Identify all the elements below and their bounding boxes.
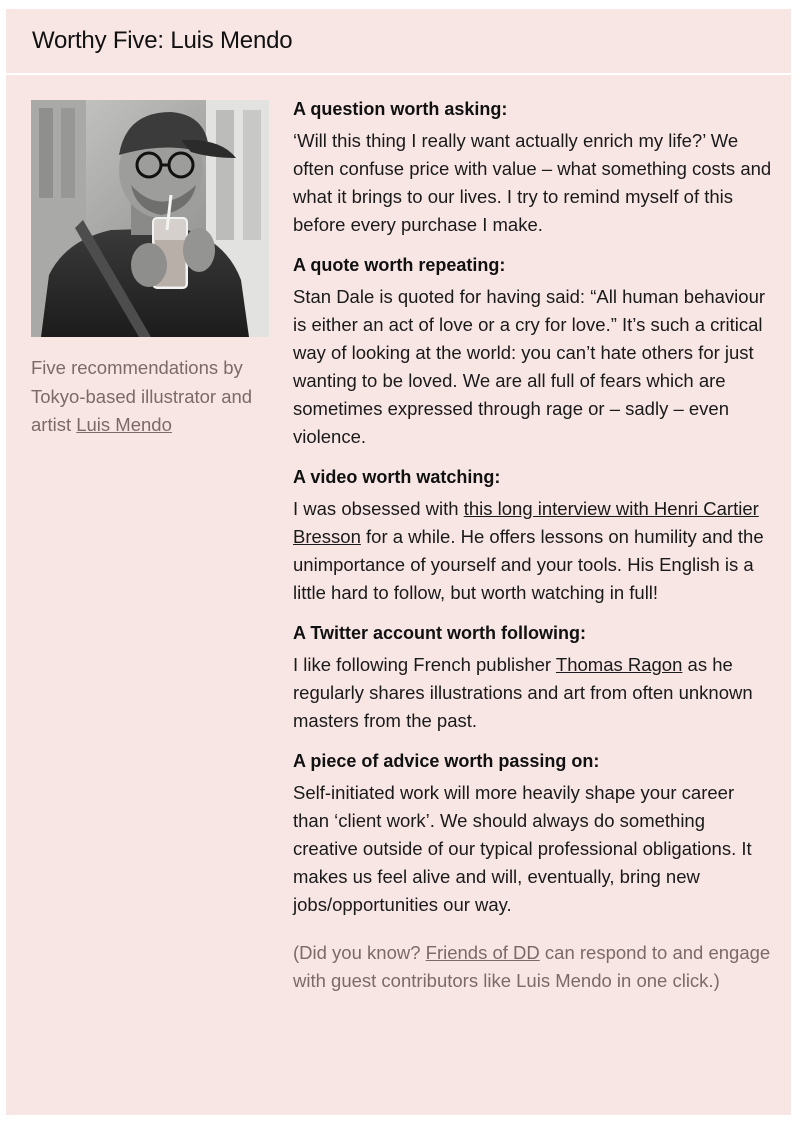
recommendation-video [293, 465, 773, 607]
interview-video-link[interactable]: this long interview with Henri Cartier Bresson [293, 498, 759, 547]
contributor-column [31, 100, 271, 440]
contributor-name-link[interactable]: Luis Mendo [76, 414, 172, 435]
section-text: Stan Dale is quoted for having said: “All human behaviour is either an act of love or a cry for love.” It’s such a critical way of looking at the world: you can’t hate others for just wanting to be loved. We are all full of fears which are sometimes expressed through rage or – sadly – even violence. [293, 286, 766, 447]
section-heading: A Twitter account worth following: [293, 623, 586, 643]
contributor-caption [31, 354, 271, 440]
friends-of-dd-link[interactable]: Friends of DD [425, 942, 540, 963]
twitter-account-link[interactable]: Thomas Ragon [555, 654, 683, 675]
recommendations-column [293, 97, 773, 995]
portrait-photo-icon [31, 100, 269, 337]
recommendation-twitter [293, 621, 773, 735]
section-heading: A question worth asking: [293, 99, 508, 119]
worthy-five-card [6, 9, 791, 1115]
caption-text: Five recommendations by Tokyo-based illustrator and artist [31, 357, 253, 435]
note-text-before: (Did you know? [293, 942, 426, 963]
section-text-before: I was obsessed with [293, 498, 464, 519]
section-text [293, 495, 773, 607]
page-title: Worthy Five: Luis Mendo [32, 27, 293, 54]
recommendation-quote [293, 253, 773, 451]
section-text: Self-initiated work will more heavily shape your career than ‘client work’. We should always do something creative outside of our typical professional obligations. It makes us feel alive and will, eventually, bring new jobs/opportunities our way. [293, 782, 752, 915]
section-text: ‘Will this thing I really want actually enrich my life?’ We often confuse price with value – what something costs and what it brings to our lives. I try to remind myself of this before every purchase I make. [293, 130, 772, 235]
section-text-before: I like following French publisher [293, 654, 556, 675]
section-text-after: for a while. He offers lessons on humility and the unimportance of yourself and your tools. His English is a little hard to follow, but worth watching in full! [293, 526, 764, 603]
section-text [293, 651, 773, 735]
recommendation-advice [293, 749, 773, 919]
recommendation-question [293, 97, 773, 239]
friends-note [293, 939, 773, 995]
card-header [6, 9, 791, 75]
section-text-after: as he regularly shares illustrations and art from often unknown masters from the past. [293, 654, 753, 731]
note-text-after: can respond to and engage with guest contributors like Luis Mendo in one click.) [293, 942, 771, 991]
section-heading: A piece of advice worth passing on: [293, 751, 600, 771]
section-heading: A quote worth repeating: [293, 255, 506, 275]
section-heading: A video worth watching: [293, 467, 501, 487]
